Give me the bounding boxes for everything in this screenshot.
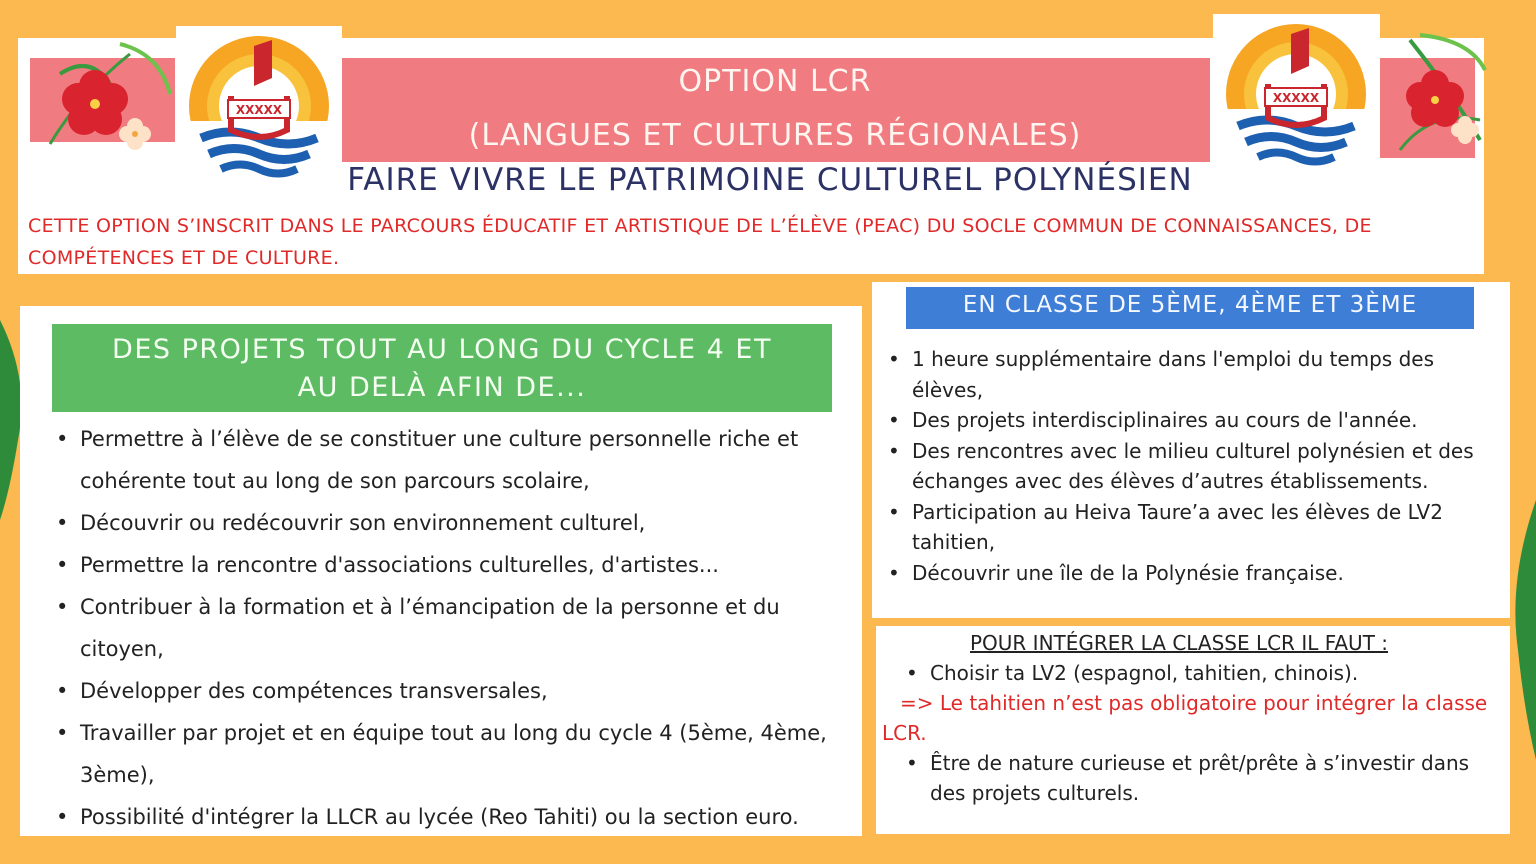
list-item: • Choisir ta LV2 (espagnol, tahitien, chinois). <box>906 658 1496 688</box>
list-item: • Découvrir une île de la Polynésie française. <box>888 558 1500 589</box>
integration-title: POUR INTÉGRER LA CLASSE LCR IL FAUT : <box>969 631 1389 655</box>
green-banner-line-1: DES PROJETS TOUT AU LONG DU CYCLE 4 ET <box>112 334 772 365</box>
subtitle: FAIRE VIVRE LE PATRIMOINE CULTUREL POLYNÉSIEN <box>347 162 1193 198</box>
logo-right <box>1213 14 1380 172</box>
list-item: • Des rencontres avec le milieu culturel polynésien et des échanges avec des élèves d’autres établissements. <box>888 436 1500 497</box>
list-item: • 1 heure supplémentaire dans l'emploi du temps des élèves, <box>888 344 1500 405</box>
list-item: • Contribuer à la formation et à l’émancipation de la personne et du citoyen, <box>56 586 856 670</box>
hibiscus-flower-icon <box>40 34 180 164</box>
integration-list <box>906 658 1496 688</box>
list-item: • Permettre à l’élève de se constituer une culture personnelle riche et cohérente tout au long de son parcours scolaire, <box>56 418 856 502</box>
hibiscus-flower-icon <box>1380 30 1490 160</box>
list-item: • Permettre la rencontre d'associations culturelles, d'artistes... <box>56 544 856 586</box>
list-item: • Possibilité d'intégrer la LLCR au lycée (Reo Tahiti) ou la section euro. <box>56 796 856 838</box>
list-item: • Découvrir ou redécouvrir son environnement culturel, <box>56 502 856 544</box>
classes-banner-text: EN CLASSE DE 5ÈME, 4ÈME ET 3ÈME <box>962 292 1418 318</box>
title-line-1: OPTION LCR <box>678 64 872 99</box>
list-item: • Des projets interdisciplinaires au cours de l'année. <box>888 405 1500 436</box>
projects-list <box>56 418 856 838</box>
flag-emblem-icon <box>1213 14 1380 172</box>
leaf-right-edge-icon <box>1508 500 1536 760</box>
title-line-2: (LANGUES ET CULTURES RÉGIONALES) <box>468 118 1082 153</box>
green-banner-line-2: AU DELÀ AFIN DE... <box>297 372 587 403</box>
list-item: • Être de nature curieuse et prêt/prête à s’investir dans des projets culturels. <box>906 748 1496 808</box>
svg-text:XXXXX: XXXXX <box>235 103 283 117</box>
svg-text:XXXXX: XXXXX <box>1272 91 1320 105</box>
list-item: • Travailler par projet et en équipe tout au long du cycle 4 (5ème, 4ème, 3ème), <box>56 712 856 796</box>
classes-list <box>888 344 1500 588</box>
list-item: • Développer des compétences transversales, <box>56 670 856 712</box>
integration-list <box>906 748 1496 808</box>
list-item: • Participation au Heiva Taure’a avec les élèves de LV2 tahitien, <box>888 497 1500 558</box>
intro-text: CETTE OPTION S’INSCRIT DANS LE PARCOURS ÉDUCATIF ET ARTISTIQUE DE L’ÉLÈVE (PEAC) DU SOCLE COMMUN DE CONNAISSANCES, DE COMPÉTENCES ET DE CULTURE. <box>28 215 1372 269</box>
integration-note: => Le tahitien n’est pas obligatoire pour intégrer la classe LCR. <box>882 691 1488 745</box>
